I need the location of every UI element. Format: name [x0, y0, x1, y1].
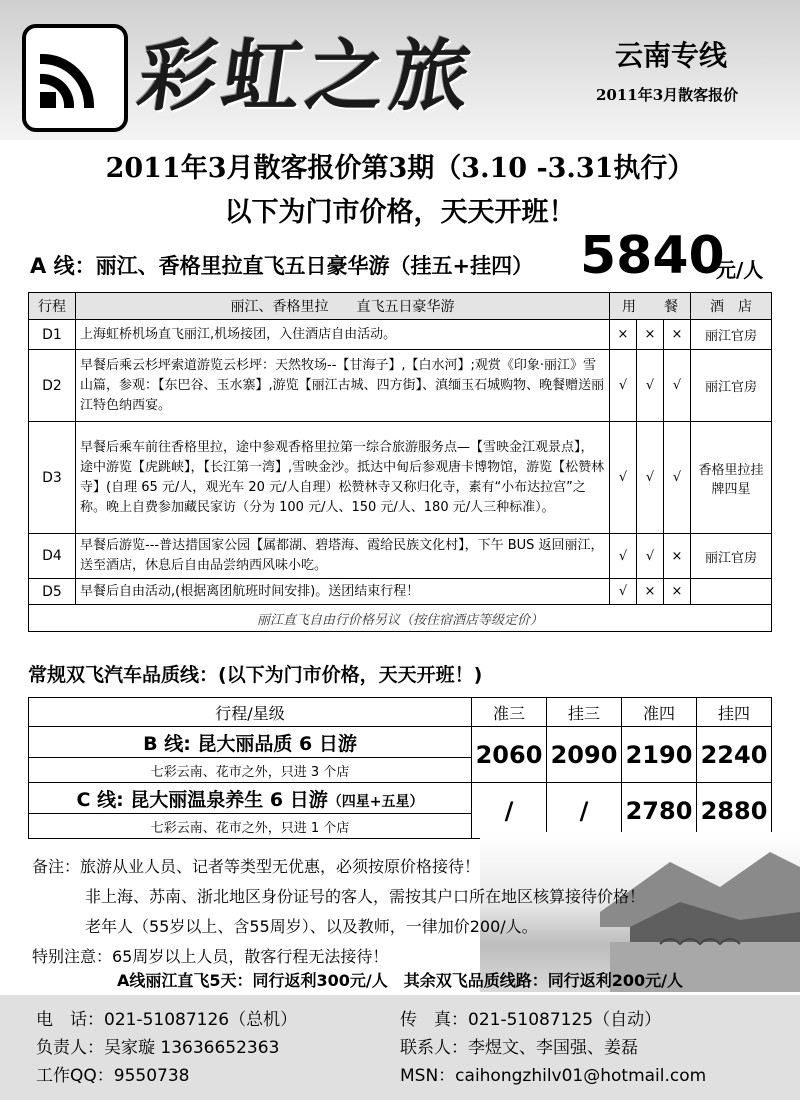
standard-lines-price-table: [28, 697, 772, 839]
section2-title: 常规双飞汽车品质线：(以下为门市价格，天天开班！): [28, 664, 483, 686]
meal-lunch: ×: [637, 320, 664, 350]
day-description: 上海虹桥机场直飞丽江,机场接团，入住酒店自由活动。: [76, 320, 610, 350]
header-route-class: 行程/星级: [29, 698, 472, 727]
header-banner: [0, 0, 800, 140]
day-hotel: 丽江官房: [691, 320, 772, 350]
table-header-row: [29, 293, 772, 320]
meal-lunch: √: [637, 422, 664, 534]
meal-dinner: √: [664, 350, 691, 422]
header-route: 丽江、香格里拉 直飞五日豪华游: [76, 293, 610, 320]
manager-contact: 负责人：吴家璇 13636652363: [36, 1038, 280, 1058]
table-row: [29, 422, 772, 534]
logo: [22, 24, 128, 132]
meal-breakfast: √: [610, 534, 637, 579]
promo-title: 2011年3月散客报价第3期（3.10 -3.31执行）: [105, 153, 695, 184]
line-subtitle: 2011年3月散客报价: [596, 86, 739, 104]
route-subtitle: 七彩云南、花市之外，只进 1 个店: [29, 814, 472, 839]
route-name-text: C 线: 昆大丽温泉养生 6 日游: [76, 789, 328, 811]
signal-logo-icon: [36, 38, 108, 112]
price-cell: 2780: [622, 783, 697, 839]
route-name: [29, 783, 472, 814]
brand-title: 彩虹之旅: [132, 31, 482, 122]
header-hotel: 酒 店: [691, 293, 772, 320]
day-label: D4: [29, 534, 76, 579]
price-cell: /: [547, 783, 622, 839]
remark-line: 非上海、苏南、浙北地区身份证号的客人，需按其户口所在地区核算接待价格！: [85, 887, 646, 906]
day-hotel: 香格里拉挂牌四星: [691, 422, 772, 534]
header-tier: 挂三: [547, 698, 622, 727]
price-cell: /: [472, 783, 547, 839]
day-label: D5: [29, 579, 76, 605]
contact-footer: [0, 995, 800, 1100]
day-hotel: 丽江官房: [691, 350, 772, 422]
route-name: [29, 727, 472, 758]
route-name-text: B 线: 昆大丽品质 6 日游: [143, 733, 357, 755]
meal-dinner: √: [664, 422, 691, 534]
header-day: 行程: [29, 293, 76, 320]
table-header-row: [29, 698, 772, 727]
phone-number: 电 话：021-51087126（总机）: [36, 1010, 298, 1030]
day-description: 早餐后自由活动,(根据离团航班时间安排)。送团结束行程！: [76, 579, 610, 605]
a-line-price-unit: 元/人: [716, 258, 764, 282]
price-cell: 2880: [697, 783, 772, 839]
price-cell: 2240: [697, 727, 772, 783]
route-subtitle: 七彩云南、花市之外，只进 3 个店: [29, 758, 472, 783]
day-description: 早餐后游览---普达措国家公园【属都湖、碧塔海、霞给民族文化村】，下午 BUS 返回丽江，送至酒店，休息后自由品尝纳西风味小吃。: [76, 534, 610, 579]
meal-lunch: √: [637, 350, 664, 422]
table-row: [29, 320, 772, 350]
meal-lunch: ×: [637, 579, 664, 605]
msn-address: MSN：caihongzhilv01@hotmail.com: [400, 1066, 707, 1086]
meal-breakfast: √: [610, 422, 637, 534]
table-row: [29, 350, 772, 422]
day-description: 早餐后乘云杉坪索道游览云杉坪：天然牧场--【甘海子】,【白水河】;观赏《印象·丽江》雪山篇，参观：【东巴谷、玉水寨】,游览【丽江古城、四方街】、滇缅玉石城购物、晚餐赠送丽江特色纳西宴。: [76, 350, 610, 422]
route-name-suffix: （四星+五星）: [327, 794, 424, 810]
meal-lunch: √: [637, 534, 664, 579]
header-tier: 挂四: [697, 698, 772, 727]
price-cell: 2060: [472, 727, 547, 783]
day-description: 早餐后乘车前往香格里拉，途中参观香格里拉第一综合旅游服务点—【雪映金江观景点】，途中游览【虎跳峡】，【长江第一湾】,雪映金沙。抵达中甸后参观唐卡博物馆，游览【松赞林寺】(自理 65 元/人，观光车 20 元/人自理）松赞林寺又称归化寺，素有“小布达拉宫”之称。晚上自费参加藏民家访（分为 100 元/人、150 元/人、180 元/人三种标准）。: [76, 422, 610, 534]
a-line-price: 5840: [580, 226, 725, 286]
remarks-block: [32, 852, 645, 972]
fax-number: 传 真：021-51087125（自动）: [400, 1010, 662, 1030]
table-row: [29, 783, 772, 814]
price-cell: 2190: [622, 727, 697, 783]
remark-line: 备注：旅游从业人员、记者等类型无优惠，必须按原价格接待！: [32, 857, 481, 876]
contact-persons: 联系人：李煜文、李国强、姜磊: [400, 1038, 638, 1058]
a-line-itinerary-table: [28, 292, 772, 632]
promo-subtitle: 以下为门市价格，天天开班！: [224, 197, 576, 228]
meal-dinner: ×: [664, 579, 691, 605]
header-meals: 用 餐: [610, 293, 691, 320]
meal-breakfast: ×: [610, 320, 637, 350]
remark-line: 老年人（55岁以上、含55周岁）、以及教师，一律加价200/人。: [85, 917, 538, 936]
day-hotel: [691, 579, 772, 605]
price-cell: 2090: [547, 727, 622, 783]
a-line-title: A 线：丽江、香格里拉直飞五日豪华游（挂五+挂四）: [30, 254, 534, 278]
table-note-row: [29, 605, 772, 632]
day-label: D2: [29, 350, 76, 422]
day-label: D1: [29, 320, 76, 350]
meal-breakfast: √: [610, 579, 637, 605]
header-tier: 准三: [472, 698, 547, 727]
header-tier: 准四: [622, 698, 697, 727]
day-label: D3: [29, 422, 76, 534]
table-row: [29, 579, 772, 605]
meal-dinner: ×: [664, 320, 691, 350]
line-name: 云南专线: [615, 39, 728, 72]
table-row: [29, 727, 772, 758]
meal-dinner: ×: [664, 534, 691, 579]
qq-number: 工作QQ：9550738: [36, 1066, 190, 1086]
special-notice: 特别注意：65周岁以上人员，散客行程无法接待！: [32, 947, 389, 966]
table-row: [29, 534, 772, 579]
free-travel-note: 丽江直飞自由行价格另议（按住宿酒店等级定价）: [29, 605, 772, 632]
meal-breakfast: √: [610, 350, 637, 422]
agent-rebate-line: A线丽江直飞5天：同行返利300元/人 其余双飞品质线路：同行返利200元/人: [116, 971, 683, 990]
day-hotel: 丽江官房: [691, 534, 772, 579]
